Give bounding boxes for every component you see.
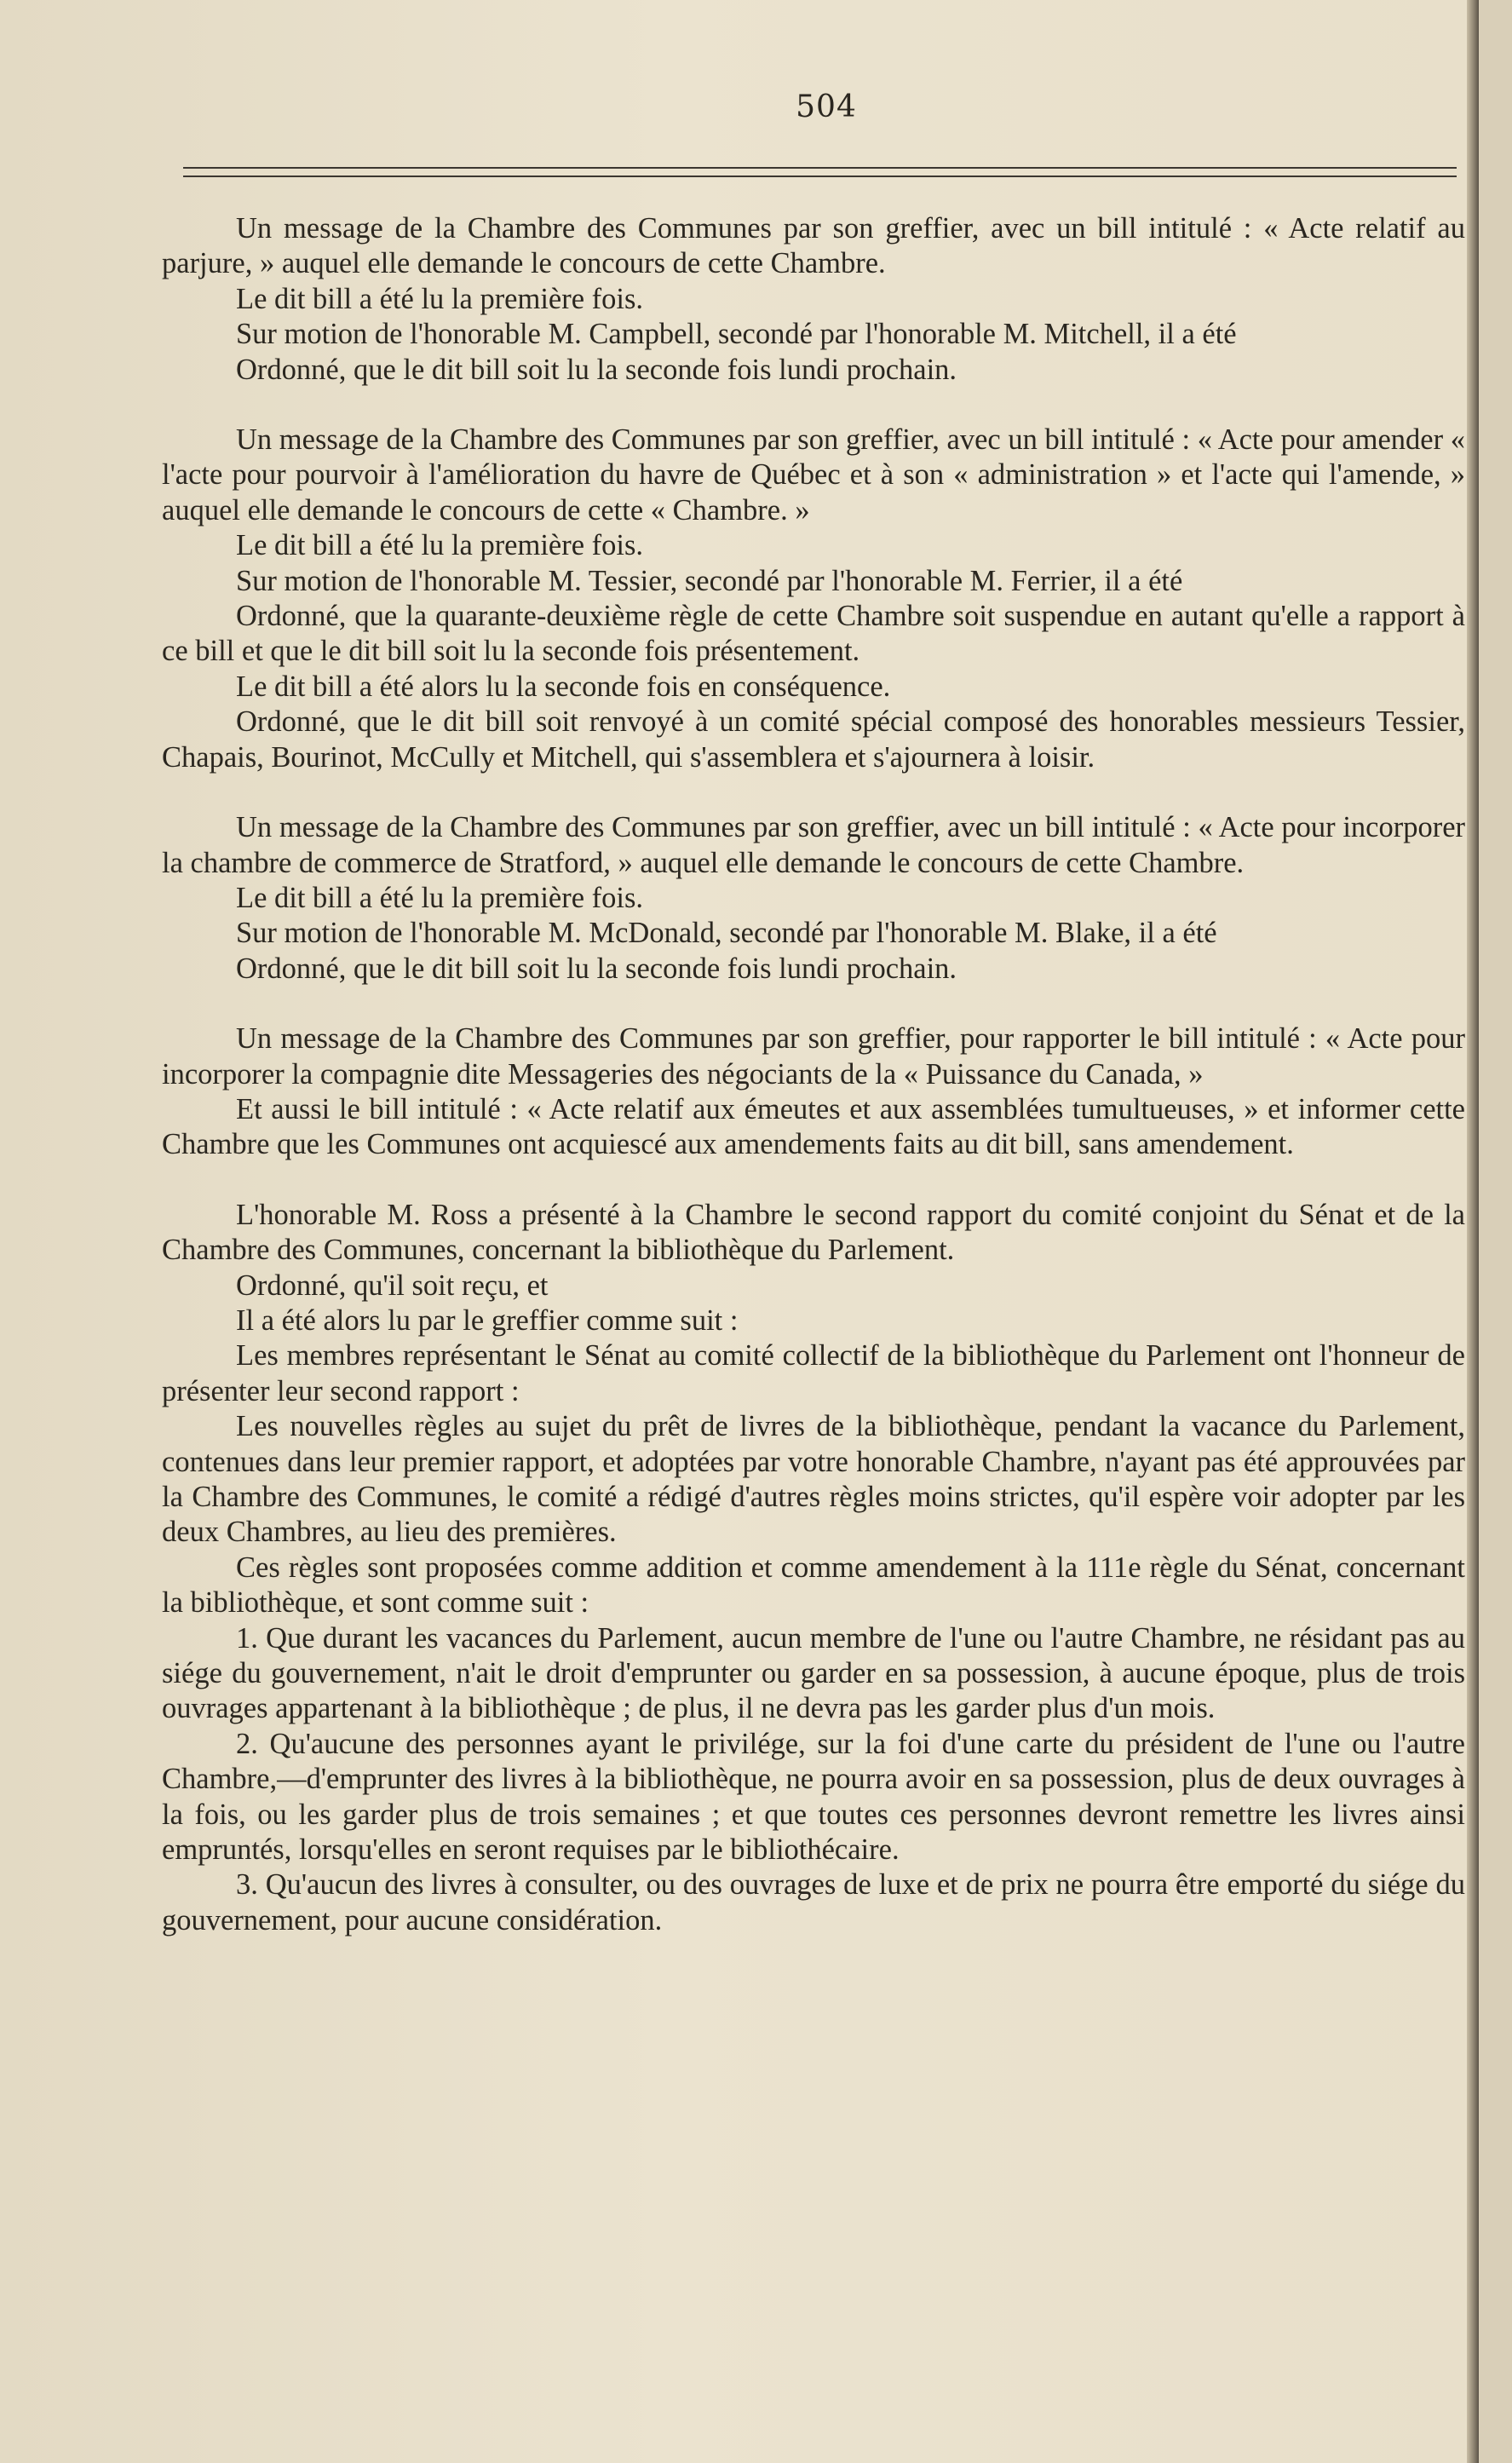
paragraph: Ordonné, que la quarante-deuxième règle de cette Chambre soit suspendue en autant qu'elle a rapport à ce bill et que le dit bill soit lu la seconde fois présentement.	[162, 600, 1465, 668]
paragraph: Les membres représentant le Sénat au comité collectif de la bibliothèque du Parlement ont l'honneur de présenter leur second rapport :	[162, 1339, 1465, 1407]
header-rule-bottom	[183, 176, 1457, 177]
paragraph: Ces règles sont proposées comme addition et comme amendement à la 111e règle du Sénat, concernant la bibliothèque, et sont comme suit :	[162, 1551, 1465, 1620]
paragraph: Un message de la Chambre des Communes par son greffier, avec un bill intitulé : « Acte relatif au parjure, » auquel elle demande le concours de cette Chambre.	[162, 212, 1465, 280]
paragraph: Un message de la Chambre des Communes par son greffier, avec un bill intitulé : « Acte pour amender « l'acte pour pourvoir à l'amélioration du havre de Québec et à son « administration » et l'acte qui l'amende, » auquel elle demande le concours de cette « Chambre. »	[162, 423, 1465, 527]
rule-item: 1. Que durant les vacances du Parlement, aucun membre de l'une ou l'autre Chambre, ne résidant pas au siége du gouvernement, n'ait le droit d'emprunter ou garder en sa possession, à aucune époque, plus de trois ouvrages appartenant à la bibliothèque ; de plus, il ne devra pas les garder plus d'un mois.	[162, 1621, 1465, 1725]
paragraph: Ordonné, que le dit bill soit renvoyé à un comité spécial composé des honorables messieurs Tessier, Chapais, Bourinot, McCully et Mitchell, qui s'assemblera et s'ajournera à loisir.	[162, 705, 1465, 774]
paragraph: L'honorable M. Ross a présenté à la Chambre le second rapport du comité conjoint du Sénat et de la Chambre des Communes, concernant la bibliothèque du Parlement.	[162, 1198, 1465, 1267]
paragraph: Sur motion de l'honorable M. Tessier, secondé par l'honorable M. Ferrier, il a été	[236, 564, 1183, 597]
paragraph: Ordonné, que le dit bill soit lu la seconde fois lundi prochain.	[236, 353, 957, 386]
paragraph: Ordonné, que le dit bill soit lu la seconde fois lundi prochain.	[236, 952, 957, 985]
paragraph: Sur motion de l'honorable M. McDonald, secondé par l'honorable M. Blake, il a été	[236, 917, 1217, 950]
paragraph: Sur motion de l'honorable M. Campbell, secondé par l'honorable M. Mitchell, il a été	[236, 318, 1237, 351]
paragraph: Ordonné, qu'il soit reçu, et	[236, 1269, 549, 1302]
paragraph: Le dit bill a été lu la première fois.	[236, 282, 644, 315]
paragraph: Les nouvelles règles au sujet du prêt de livres de la bibliothèque, pendant la vacance du Parlement, contenues dans leur premier rapport, et adoptées par votre honorable Chambre, n'ayant pas été approuvées par la Chambre des Communes, le comité a rédigé d'autres règles moins strictes, qu'il espère voir adopter par les deux Chambres, au lieu des premières.	[162, 1410, 1465, 1549]
entry-perjury-bill	[162, 211, 1465, 388]
paragraph: Et aussi le bill intitulé : « Acte relatif aux émeutes et aux assemblées tumultueuses, » et informer cette Chambre que les Communes ont acquiescé aux amendements faits au dit bill, sans amendement.	[162, 1092, 1465, 1161]
paragraph: Il a été alors lu par le greffier comme suit :	[236, 1303, 739, 1337]
entry-quebec-harbour-bill	[162, 423, 1465, 775]
paragraph: Le dit bill a été lu la première fois.	[236, 529, 644, 562]
page-gutter-shadow	[1467, 0, 1479, 2463]
header-rule-top	[183, 167, 1457, 169]
paragraph: Un message de la Chambre des Communes par son greffier, avec un bill intitulé : « Acte pour incorporer la chambre de commerce de Stratford, » auquel elle demande le concours de cette Chambre.	[162, 811, 1465, 879]
page-number: 504	[796, 89, 857, 124]
paragraph: Un message de la Chambre des Communes par son greffier, pour rapporter le bill intitulé : « Acte pour incorporer la compagnie dite Messageries des négociants de la « Puissance du Canada, »	[162, 1022, 1465, 1091]
entry-messageries-bill	[162, 1021, 1465, 1163]
rule-item: 3. Qu'aucun des livres à consulter, ou des ouvrages de luxe et de prix ne pourra être emporté du siége du gouvernement, pour aucune considération.	[162, 1868, 1465, 1936]
entry-stratford-bill	[162, 810, 1465, 987]
page-body	[162, 211, 1465, 1938]
paragraph: Le dit bill a été lu la première fois.	[236, 881, 644, 914]
rule-item: 2. Qu'aucune des personnes ayant le privilége, sur la foi d'une carte du président de l'une ou l'autre Chambre,—d'emprunter des livres à la bibliothèque, ne pourra avoir en sa possession, plus de deux ouvrages à la fois, ou les garder plus de trois semaines ; et que toutes ces personnes devront remettre les livres ainsi empruntés, lorsqu'elles en seront requises par le bibliothécaire.	[162, 1727, 1465, 1867]
adjacent-page-edge	[1479, 0, 1512, 2463]
entry-library-report	[162, 1198, 1465, 1939]
paragraph: Le dit bill a été alors lu la seconde fois en conséquence.	[236, 670, 891, 703]
